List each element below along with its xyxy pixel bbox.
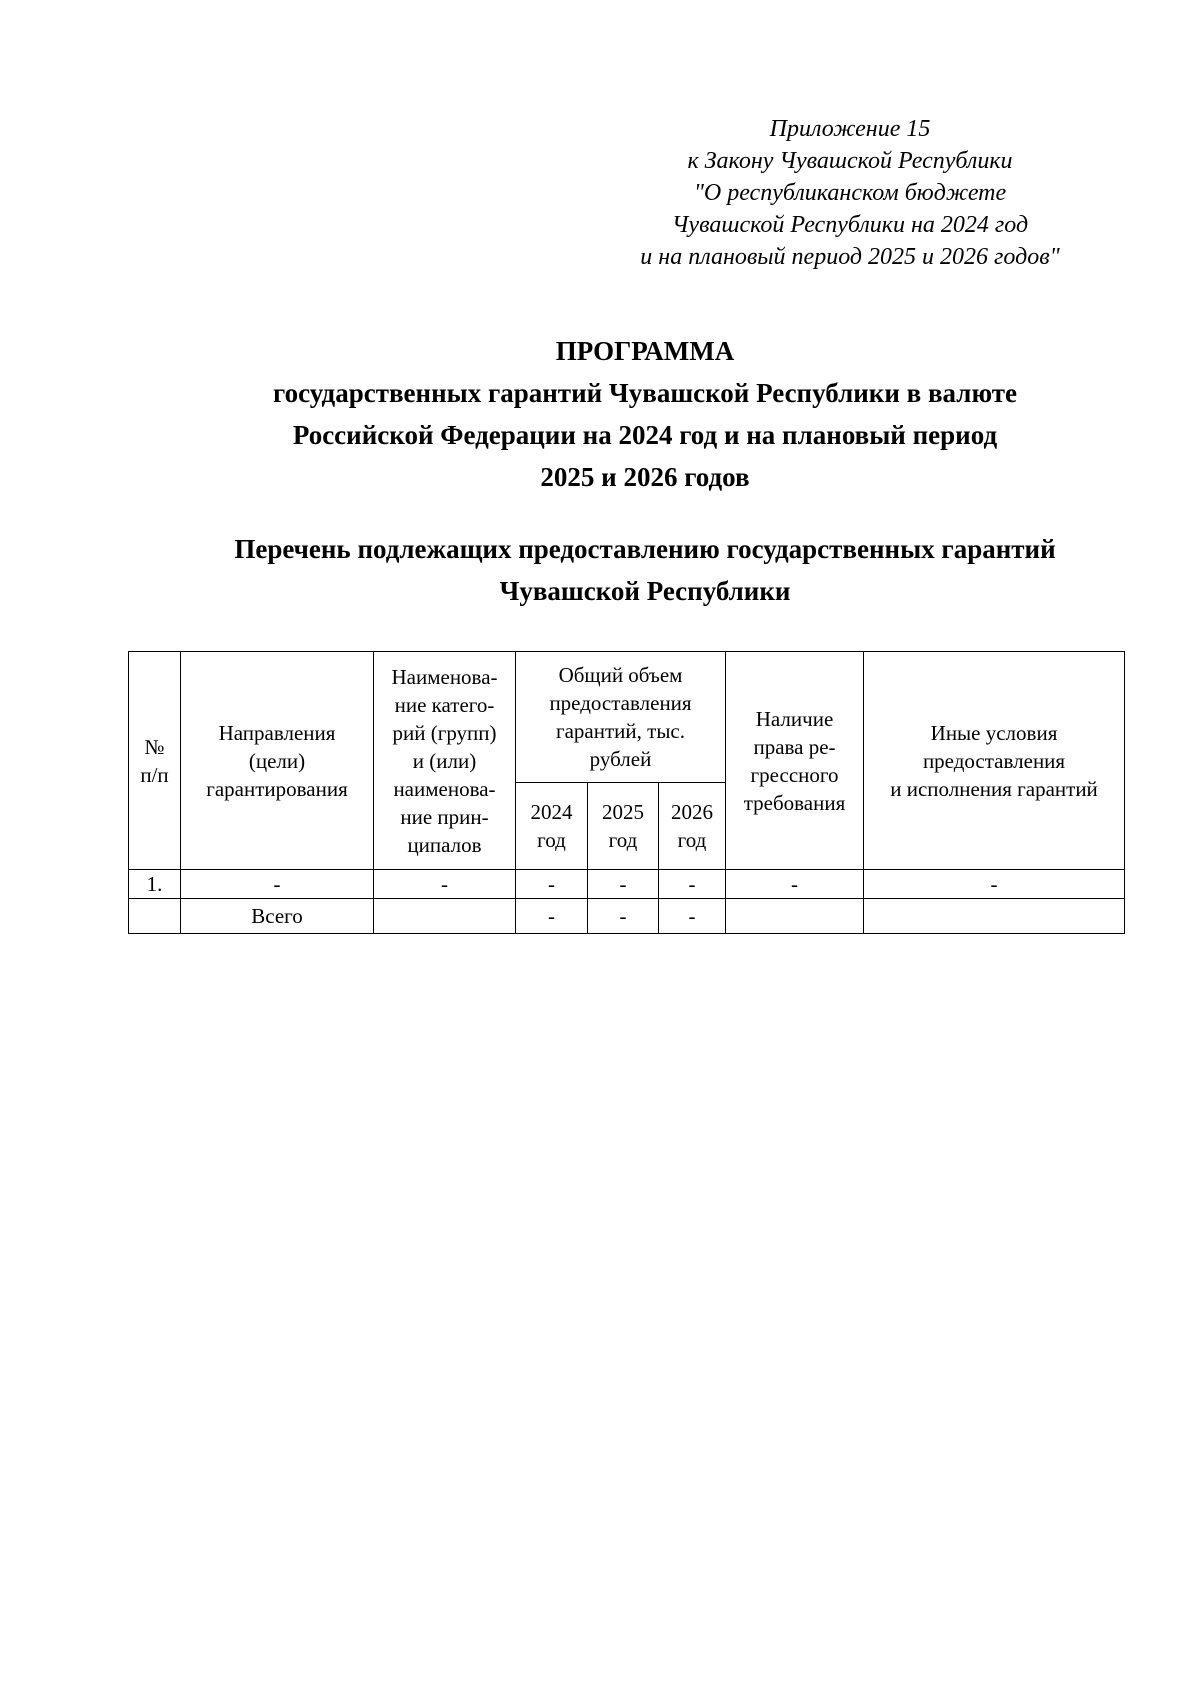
header-text: грессного [750, 762, 839, 787]
table-cell [864, 899, 1125, 934]
header-text: Наименова- [391, 664, 498, 689]
table-cell [374, 899, 516, 934]
appendix-line: Приложение 15 [769, 116, 931, 142]
appendix-line: к Закону Чувашской Республики [687, 148, 1013, 174]
header-text: рублей [589, 747, 652, 771]
table-row-total [129, 899, 1125, 934]
header-text: № [144, 734, 165, 759]
header-text: 2026 [671, 800, 713, 824]
appendix-line: Чувашской Республики на 2024 год [671, 212, 1029, 238]
header-volume [516, 652, 726, 783]
header-text: ципалов [407, 832, 482, 857]
table-cell: - [864, 870, 1125, 899]
header-text: 2024 [530, 800, 573, 824]
table-row [129, 870, 1125, 899]
header-text: предоставления [922, 748, 1066, 773]
subtitle-line: Перечень подлежащих предоставлению государственных гарантий [234, 534, 1056, 564]
appendix-line: и на плановый период 2025 и 2026 годов" [640, 244, 1060, 270]
header-text: год [677, 828, 707, 852]
header-text: ние катего- [394, 692, 495, 717]
header-text: Направления [218, 720, 336, 745]
table-cell: - [659, 899, 726, 934]
header-text: Иные условия [930, 720, 1058, 745]
document-subtitle [150, 528, 1140, 612]
header-text: ние прин- [400, 804, 489, 829]
header-num [129, 652, 181, 870]
appendix-line: "О республиканском бюджете [693, 180, 1007, 206]
header-text: и исполнения гарантий [890, 776, 1098, 801]
title-line: Российской Федерации на 2024 год и на плановый период [292, 420, 998, 450]
table-cell: - [374, 870, 516, 899]
header-year-2026 [659, 783, 726, 870]
header-text: 2025 [602, 800, 644, 824]
header-row [129, 652, 1125, 783]
header-text: Общий объем [558, 663, 683, 687]
appendix-note [600, 113, 1100, 273]
table-cell: - [588, 899, 659, 934]
guarantees-table [128, 651, 1125, 934]
table-cell: - [588, 870, 659, 899]
header-year-2024 [516, 783, 588, 870]
total-label: Всего [181, 899, 374, 934]
title-line: государственных гарантий Чувашской Республики в валюте [273, 378, 1017, 408]
header-other [864, 652, 1125, 870]
header-text: рий (групп) [392, 720, 497, 745]
subtitle-line: Чувашской Республики [499, 576, 791, 606]
table-cell: - [181, 870, 374, 899]
table-cell: - [516, 899, 588, 934]
header-direction [181, 652, 374, 870]
title-line: ПРОГРАММА [555, 336, 735, 366]
header-text: предоставления [549, 691, 692, 715]
header-text: год [608, 828, 638, 852]
title-line: 2025 и 2026 годов [540, 462, 750, 492]
header-text: наименова- [393, 776, 496, 801]
table-cell [726, 899, 864, 934]
header-text: Наличие [755, 706, 834, 731]
table-cell: 1. [129, 870, 181, 899]
table-cell: - [516, 870, 588, 899]
header-category [374, 652, 516, 870]
header-text: (цели) [248, 748, 306, 773]
header-text: требования [743, 790, 846, 815]
table-cell [129, 899, 181, 934]
header-year-2025 [588, 783, 659, 870]
table-cell: - [726, 870, 864, 899]
header-text: и (или) [412, 748, 477, 773]
header-text: год [537, 828, 566, 852]
header-text: п/п [140, 762, 169, 787]
header-text: гарантирования [206, 776, 348, 801]
header-text: гарантий, тыс. [556, 719, 686, 743]
table-cell: - [659, 870, 726, 899]
document-title [150, 330, 1140, 498]
header-regress [726, 652, 864, 870]
header-text: права ре- [753, 734, 836, 759]
